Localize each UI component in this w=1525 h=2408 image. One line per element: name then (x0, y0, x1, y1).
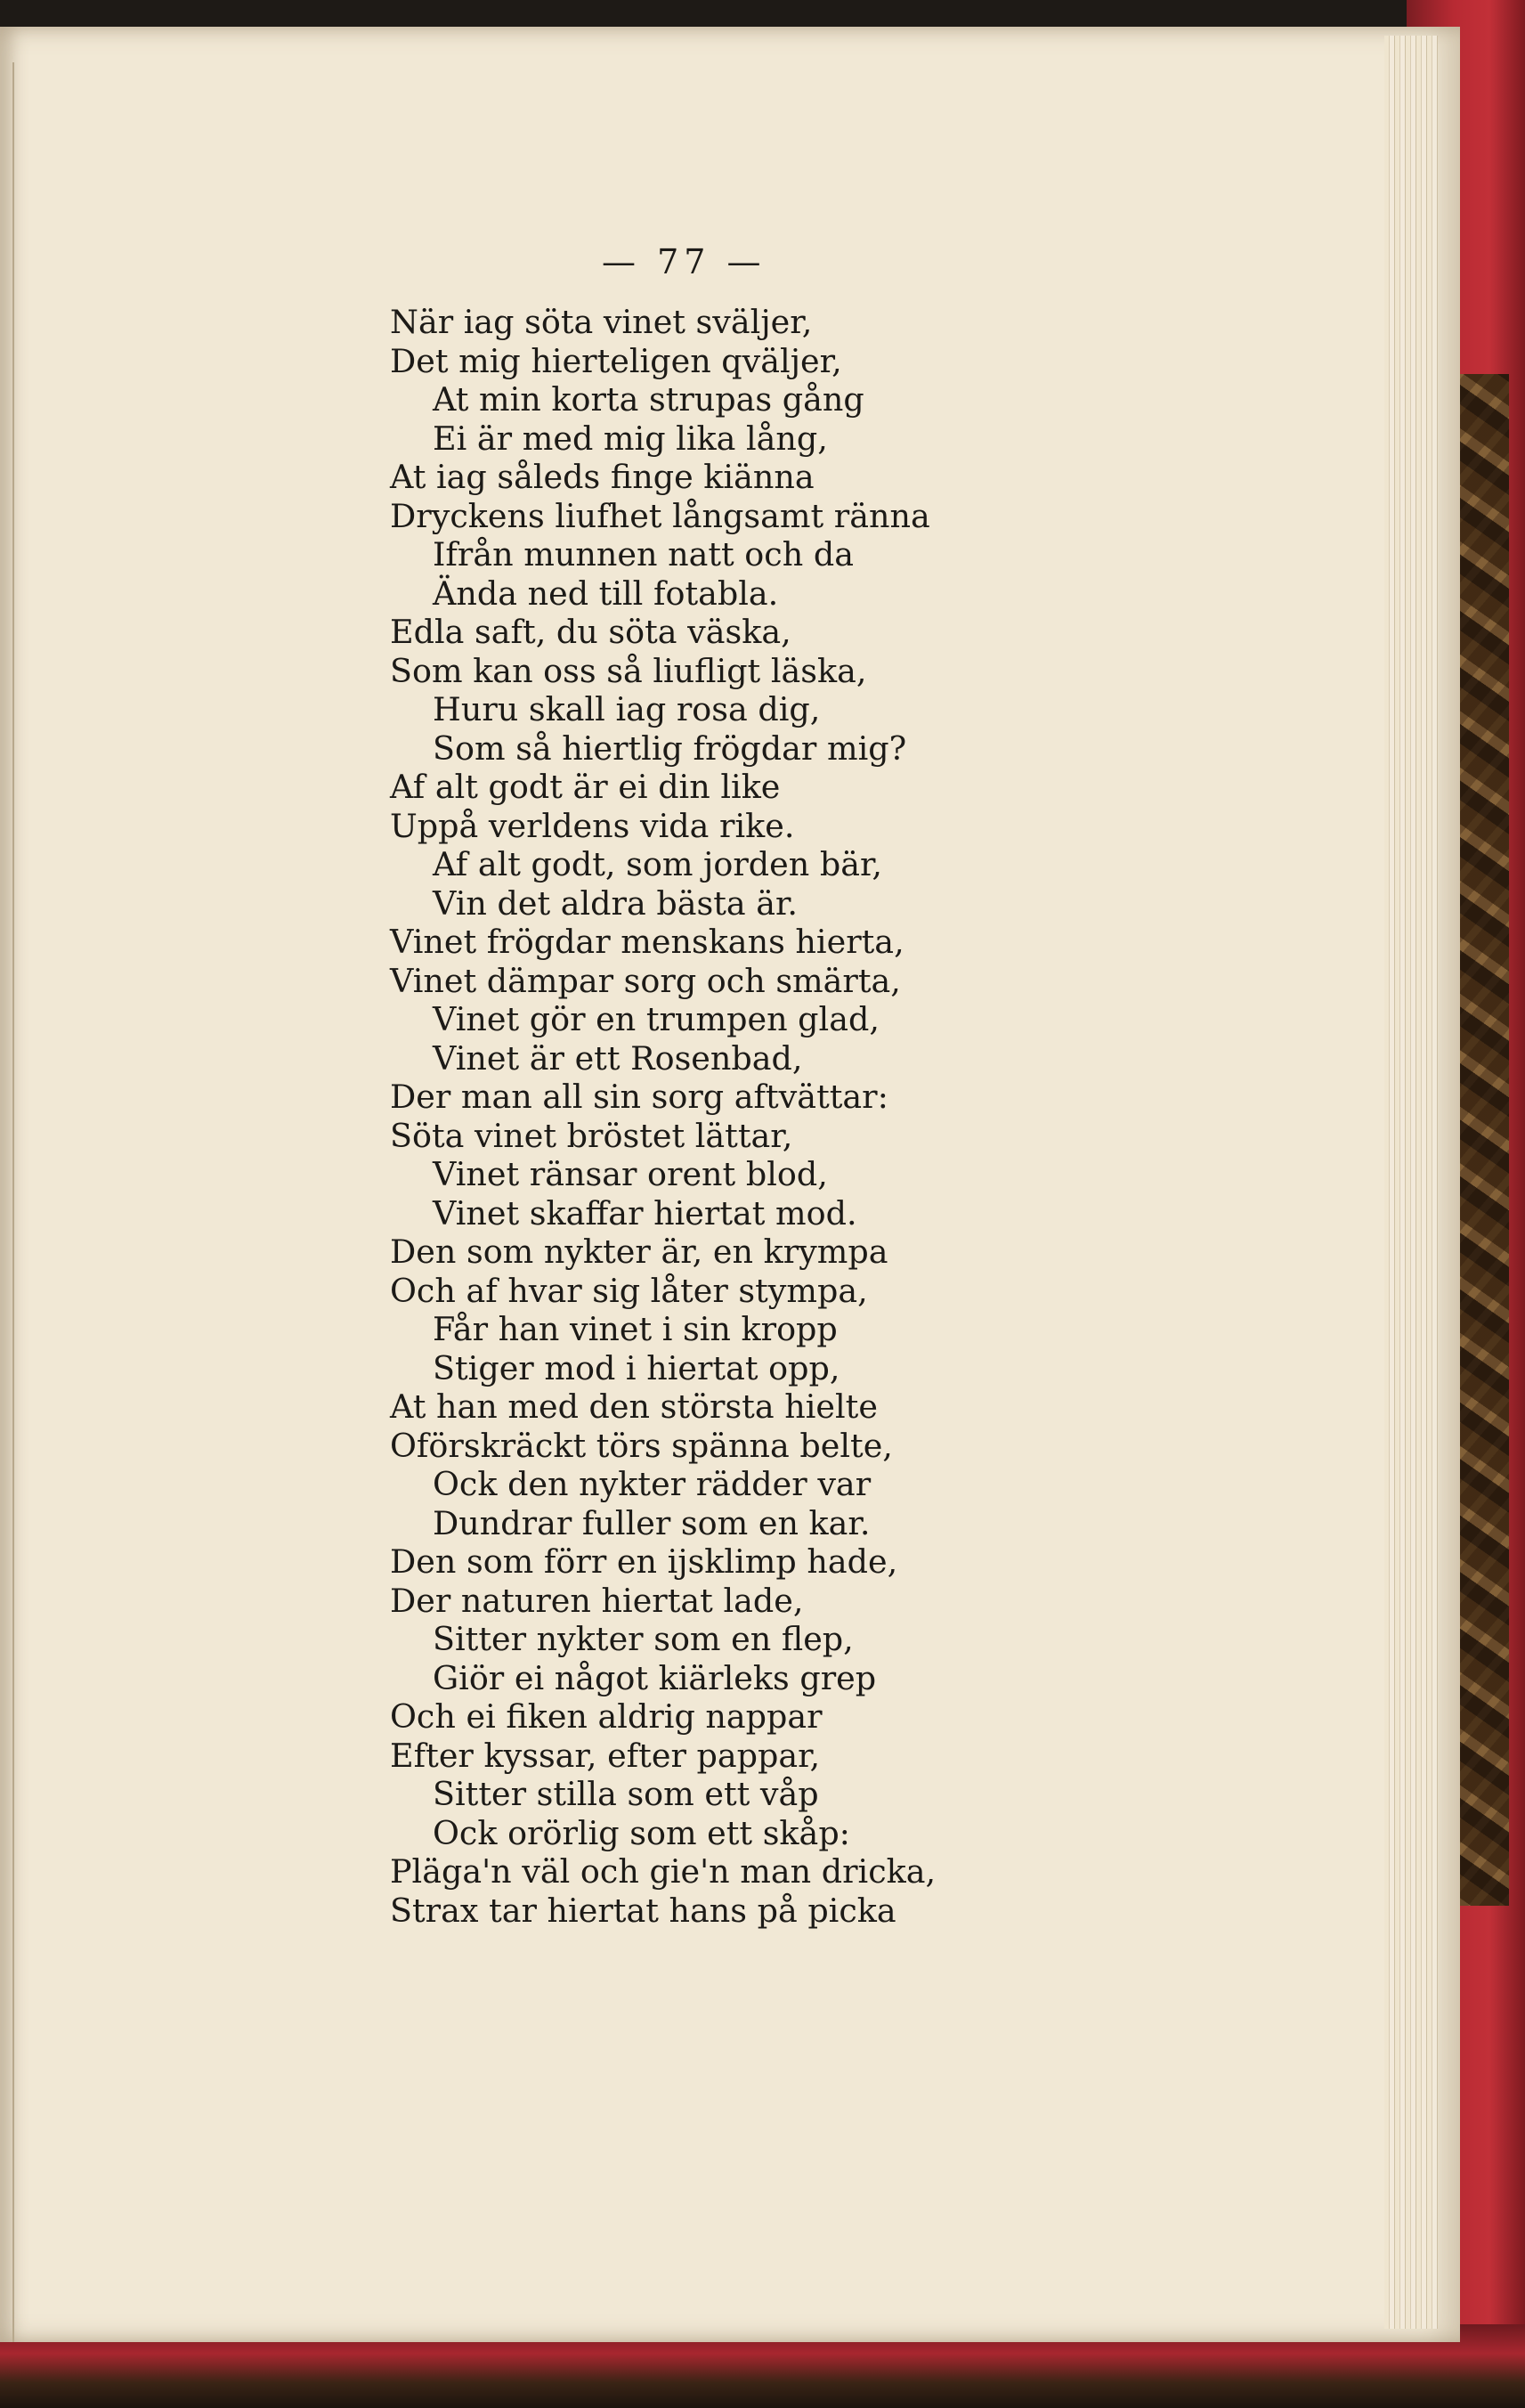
page-number: — 77 — (602, 242, 767, 281)
poem-line: Vinet frögdar menskans hierta, (390, 923, 904, 961)
poem-line: Stiger mod i hiertat opp, (433, 1348, 840, 1387)
gutter-line (12, 62, 14, 2342)
poem-line: Får han vinet i sin kropp (433, 1310, 838, 1348)
poem-line: Vinet skaffar hiertat mod. (433, 1193, 857, 1232)
poem-line: Den som nykter är, en krympa (390, 1232, 888, 1271)
poem-line: At iag såleds finge kiänna (390, 458, 815, 496)
poem-line: Vin det aldra bästa är. (433, 883, 799, 923)
poem-line: Vinet är ett Rosenbad, (433, 1038, 803, 1078)
poem-line: Söta vinet bröstet lättar, (390, 1116, 793, 1155)
poem-line: Huru skall iag rosa dig, (433, 690, 821, 728)
poem-line: Dryckens liufhet långsamt ränna (390, 496, 930, 535)
poem-line: Af alt godt är ei din like (390, 768, 781, 806)
poem-line: När iag söta vinet sväljer, (390, 303, 813, 341)
poem-line: Uppå verldens vida rike. (390, 806, 795, 845)
poem-line: Ända ned till fotabla. (433, 574, 779, 613)
poem-line: Vinet dämpar sorg och smärta, (390, 961, 901, 1000)
poem-line: Som kan oss så liufligt läska, (390, 651, 867, 690)
poem-line: Oförskräckt törs spänna belte, (390, 1426, 893, 1465)
poem-line: Edla saft, du söta väska, (390, 613, 791, 651)
poem-line: Sitter stilla som ett våp (433, 1775, 819, 1813)
page-fore-edge (1384, 36, 1438, 2329)
poem-line: At min korta strupas gång (433, 380, 864, 419)
poem-text (390, 303, 1013, 1930)
poem-line: Ei är med mig lika lång, (433, 419, 828, 458)
poem-line: Som så hiertlig frögdar mig? (433, 728, 907, 768)
poem-line: Strax tar hiertat hans på picka (390, 1891, 896, 1930)
poem-line: Dundrar fuller som en kar. (433, 1503, 871, 1542)
poem-line: Den som förr en ijsklimp hade, (390, 1542, 898, 1581)
poem-line: Pläga'n väl och gie'n man dricka, (390, 1852, 937, 1891)
poem-line: Sitter nykter som en flep, (433, 1620, 854, 1658)
poem-line: Giör ei något kiärleks grep (433, 1658, 877, 1697)
poem-line: Det mig hierteligen qväljer, (390, 341, 842, 380)
poem-line: Der naturen hiertat lade, (390, 1581, 804, 1620)
poem-line: Och ei fiken aldrig nappar (390, 1697, 823, 1736)
poem-line: Ock orörlig som ett skåp: (433, 1813, 850, 1852)
poem-line: Der man all sin sorg aftvättar: (390, 1078, 888, 1116)
poem-line: Af alt godt, som jorden bär, (433, 845, 883, 883)
poem-line: Vinet ränsar orent blod, (433, 1155, 828, 1193)
poem-line: Ock den nykter rädder var (433, 1465, 872, 1503)
poem-line: Vinet gör en trumpen glad, (433, 1000, 880, 1038)
poem-line: Och af hvar sig låter stympa, (390, 1271, 868, 1310)
poem-line: Ifrån munnen natt och da (433, 535, 854, 574)
poem-line: At han med den största hielte (390, 1387, 878, 1426)
poem-line: Efter kyssar, efter pappar, (390, 1736, 821, 1775)
